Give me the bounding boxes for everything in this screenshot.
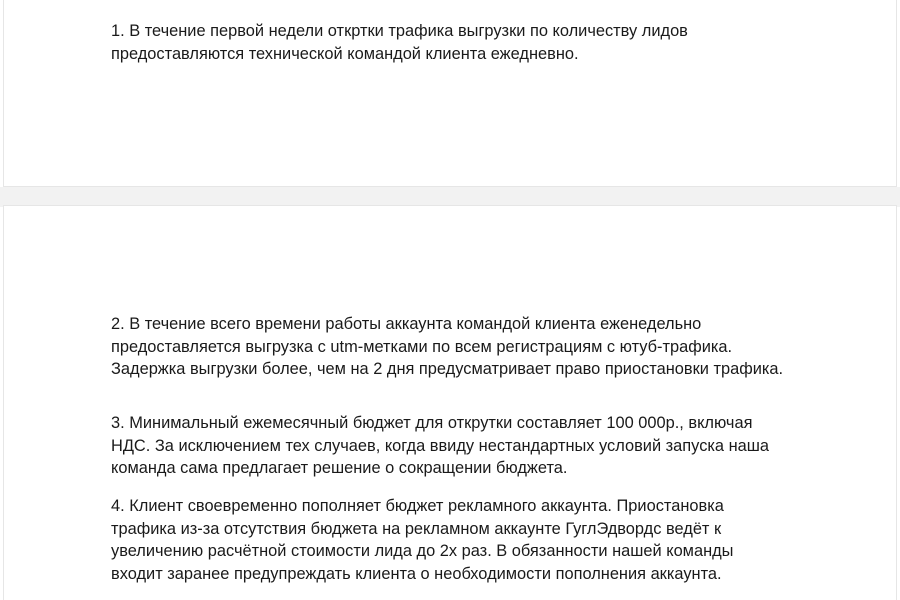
document-page-1 xyxy=(4,0,896,186)
paragraph-1: 1. В течение первой недели откртки трафика выгрузки по количеству лидов предоставляются технической командой клиента ежедневно. xyxy=(111,22,688,63)
page-separator xyxy=(0,187,900,207)
paragraph-2: 2. В течение всего времени работы аккаунта командой клиента еженедельно предоставляется выгрузка с utm-метками по всем регистрациям с ютуб-трафика. Задержка выгрузки более, чем на 2 дня предусматривает право приостановки трафика. xyxy=(111,315,784,378)
paragraph-4: 4. Клиент своевременно пополняет бюджет рекламного аккаунта. Приостановка трафика из-за отсутствия бюджета на рекламном аккаунте ГуглЭдвордс ведёт к увеличению расчётной стоимости лида до 2х раз. В обязанности нашей команды входит заранее предупреждать клиента о необходимости пополнения аккаунта. xyxy=(111,497,734,583)
paragraph-3: 3. Минимальный ежемесячный бюджет для открутки составляет 100 000р., включая НДС. За исключением тех случаев, когда ввиду нестандартных условий запуска наша команда сама предлагает решение о сокращении бюджета. xyxy=(111,414,770,477)
document-page-2 xyxy=(4,206,896,600)
